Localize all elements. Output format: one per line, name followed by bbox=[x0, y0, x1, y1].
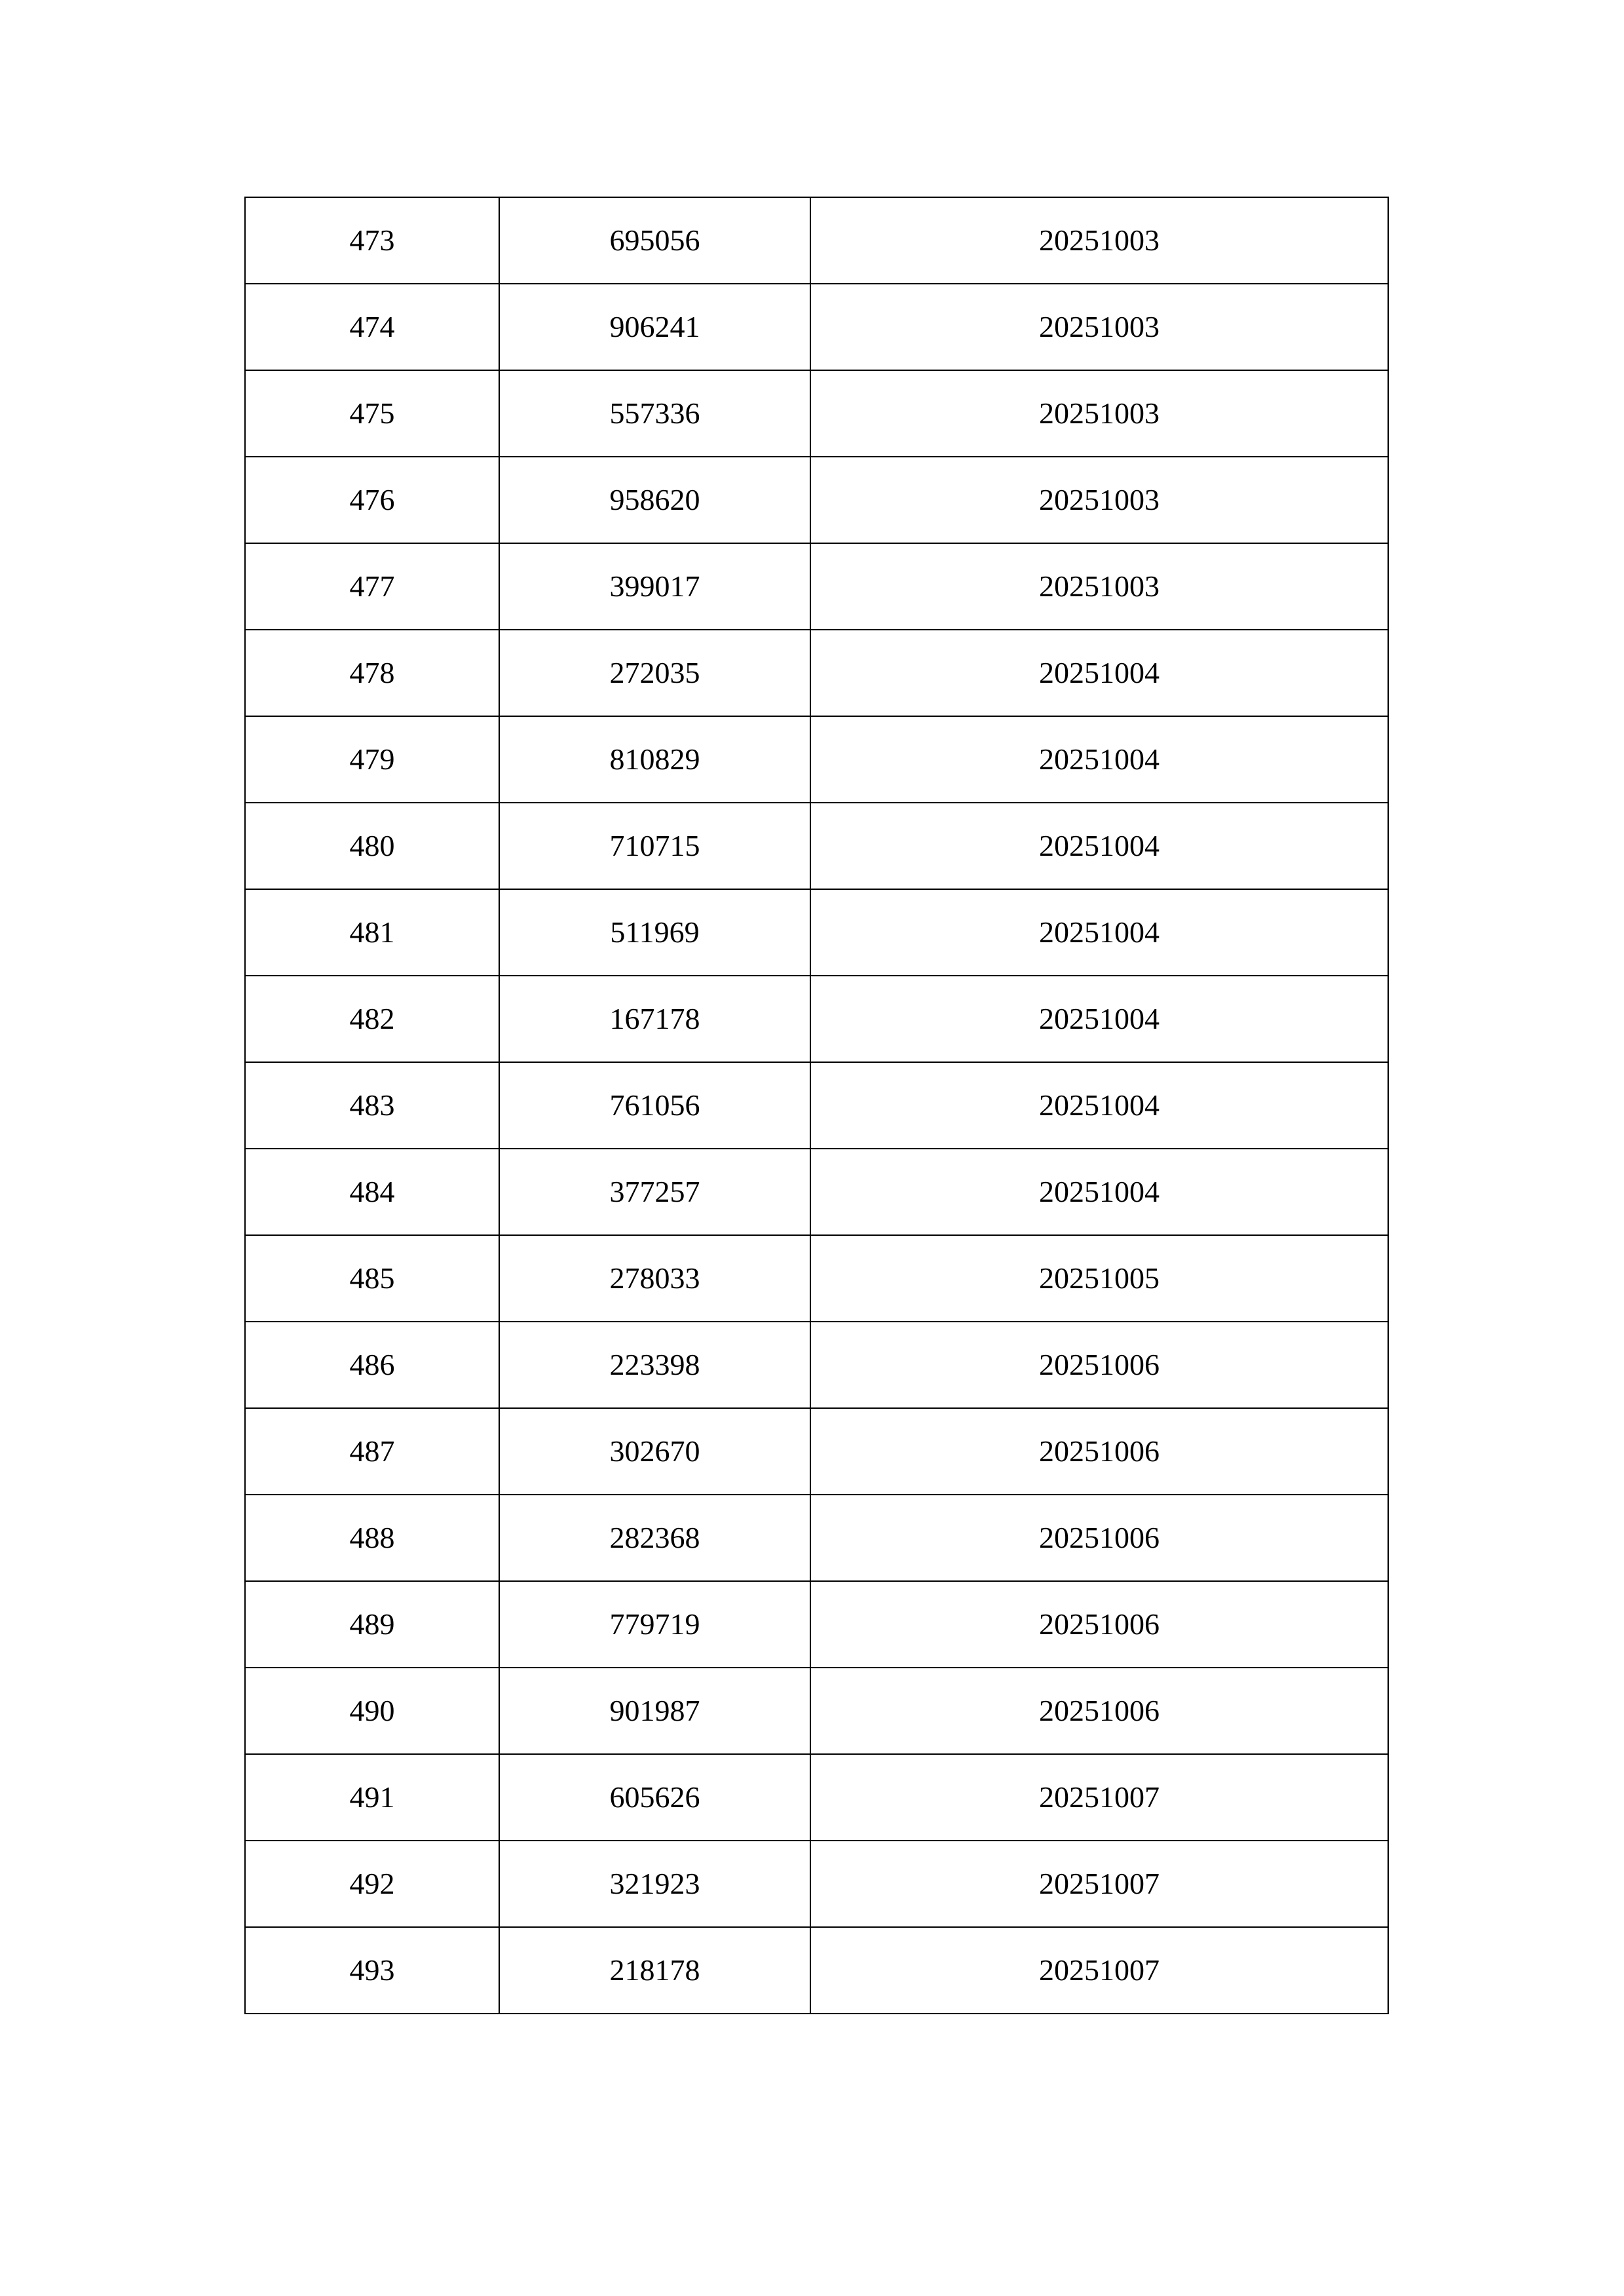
serial-number-cell: 483 bbox=[245, 1062, 499, 1149]
code-cell: 321923 bbox=[499, 1841, 810, 1927]
serial-number-cell: 492 bbox=[245, 1841, 499, 1927]
table-row bbox=[245, 457, 1388, 543]
serial-number-cell: 482 bbox=[245, 976, 499, 1062]
date-cell: 20251004 bbox=[810, 1062, 1388, 1149]
date-cell: 20251003 bbox=[810, 197, 1388, 284]
table-row bbox=[245, 976, 1388, 1062]
code-cell: 605626 bbox=[499, 1754, 810, 1841]
date-cell: 20251004 bbox=[810, 1149, 1388, 1235]
date-cell: 20251004 bbox=[810, 889, 1388, 976]
date-cell: 20251006 bbox=[810, 1408, 1388, 1495]
table-row bbox=[245, 1149, 1388, 1235]
serial-number-cell: 481 bbox=[245, 889, 499, 976]
date-cell: 20251003 bbox=[810, 457, 1388, 543]
date-cell: 20251004 bbox=[810, 630, 1388, 716]
table-row bbox=[245, 1668, 1388, 1754]
date-cell: 20251006 bbox=[810, 1495, 1388, 1581]
table-row bbox=[245, 803, 1388, 889]
table-row bbox=[245, 716, 1388, 803]
code-cell: 218178 bbox=[499, 1927, 810, 2014]
table-body bbox=[245, 197, 1388, 2014]
table-row bbox=[245, 197, 1388, 284]
serial-number-cell: 484 bbox=[245, 1149, 499, 1235]
serial-number-cell: 488 bbox=[245, 1495, 499, 1581]
code-cell: 901987 bbox=[499, 1668, 810, 1754]
code-cell: 282368 bbox=[499, 1495, 810, 1581]
table-row bbox=[245, 1841, 1388, 1927]
table-row bbox=[245, 1754, 1388, 1841]
table-row bbox=[245, 1495, 1388, 1581]
serial-number-cell: 489 bbox=[245, 1581, 499, 1668]
date-cell: 20251004 bbox=[810, 716, 1388, 803]
code-cell: 223398 bbox=[499, 1322, 810, 1408]
code-cell: 302670 bbox=[499, 1408, 810, 1495]
table-row bbox=[245, 1581, 1388, 1668]
table-row bbox=[245, 889, 1388, 976]
serial-number-cell: 475 bbox=[245, 370, 499, 457]
date-cell: 20251007 bbox=[810, 1754, 1388, 1841]
code-cell: 695056 bbox=[499, 197, 810, 284]
date-cell: 20251006 bbox=[810, 1581, 1388, 1668]
table-row bbox=[245, 284, 1388, 370]
date-cell: 20251003 bbox=[810, 370, 1388, 457]
serial-number-cell: 485 bbox=[245, 1235, 499, 1322]
serial-number-cell: 490 bbox=[245, 1668, 499, 1754]
table-row bbox=[245, 1322, 1388, 1408]
serial-number-cell: 493 bbox=[245, 1927, 499, 2014]
table-row bbox=[245, 1235, 1388, 1322]
serial-number-cell: 474 bbox=[245, 284, 499, 370]
date-cell: 20251004 bbox=[810, 803, 1388, 889]
code-cell: 761056 bbox=[499, 1062, 810, 1149]
serial-number-cell: 477 bbox=[245, 543, 499, 630]
serial-number-cell: 473 bbox=[245, 197, 499, 284]
code-cell: 810829 bbox=[499, 716, 810, 803]
code-cell: 710715 bbox=[499, 803, 810, 889]
date-cell: 20251006 bbox=[810, 1322, 1388, 1408]
table-row bbox=[245, 1927, 1388, 2014]
date-cell: 20251004 bbox=[810, 976, 1388, 1062]
serial-number-cell: 491 bbox=[245, 1754, 499, 1841]
code-cell: 278033 bbox=[499, 1235, 810, 1322]
code-cell: 557336 bbox=[499, 370, 810, 457]
table-row bbox=[245, 1408, 1388, 1495]
code-cell: 958620 bbox=[499, 457, 810, 543]
date-cell: 20251003 bbox=[810, 543, 1388, 630]
code-cell: 167178 bbox=[499, 976, 810, 1062]
date-cell: 20251007 bbox=[810, 1927, 1388, 2014]
serial-number-cell: 480 bbox=[245, 803, 499, 889]
code-cell: 511969 bbox=[499, 889, 810, 976]
serial-number-cell: 476 bbox=[245, 457, 499, 543]
serial-number-cell: 479 bbox=[245, 716, 499, 803]
date-cell: 20251003 bbox=[810, 284, 1388, 370]
table-row bbox=[245, 630, 1388, 716]
serial-number-cell: 487 bbox=[245, 1408, 499, 1495]
table-row bbox=[245, 1062, 1388, 1149]
date-cell: 20251007 bbox=[810, 1841, 1388, 1927]
code-cell: 906241 bbox=[499, 284, 810, 370]
code-cell: 779719 bbox=[499, 1581, 810, 1668]
date-cell: 20251006 bbox=[810, 1668, 1388, 1754]
date-cell: 20251005 bbox=[810, 1235, 1388, 1322]
table-row bbox=[245, 543, 1388, 630]
table-row bbox=[245, 370, 1388, 457]
code-cell: 399017 bbox=[499, 543, 810, 630]
data-table bbox=[244, 197, 1389, 2014]
code-cell: 377257 bbox=[499, 1149, 810, 1235]
serial-number-cell: 486 bbox=[245, 1322, 499, 1408]
serial-number-cell: 478 bbox=[245, 630, 499, 716]
code-cell: 272035 bbox=[499, 630, 810, 716]
